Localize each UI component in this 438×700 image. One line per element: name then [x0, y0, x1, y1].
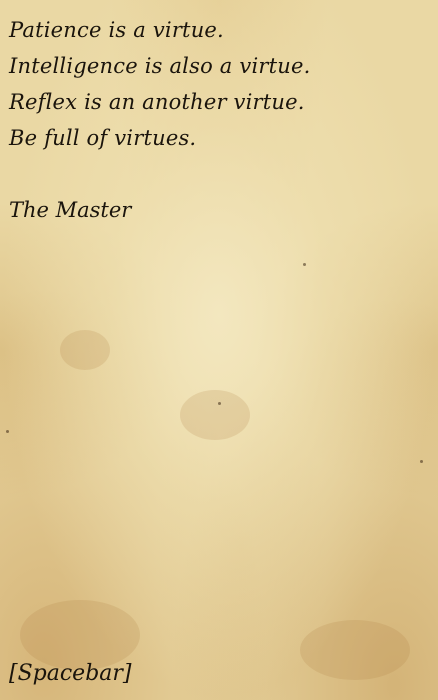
letter-text	[9, 12, 310, 156]
spacebar-continue-prompt[interactable]: [Spacebar]	[9, 661, 132, 686]
letter-line: Reflex is an another virtue.	[9, 90, 305, 114]
letter-signature: The Master	[9, 198, 132, 222]
parchment-speck	[6, 430, 9, 433]
parchment-speck	[218, 402, 221, 405]
parchment-stain	[60, 330, 110, 370]
letter-line: Be full of virtues.	[9, 126, 197, 150]
letter-line: Intelligence is also a virtue.	[9, 54, 311, 78]
parchment-speck	[420, 460, 423, 463]
parchment-stain	[180, 390, 250, 440]
letter-line: Patience is a virtue.	[9, 18, 224, 42]
parchment-speck	[303, 263, 306, 266]
parchment-stain	[300, 620, 410, 680]
